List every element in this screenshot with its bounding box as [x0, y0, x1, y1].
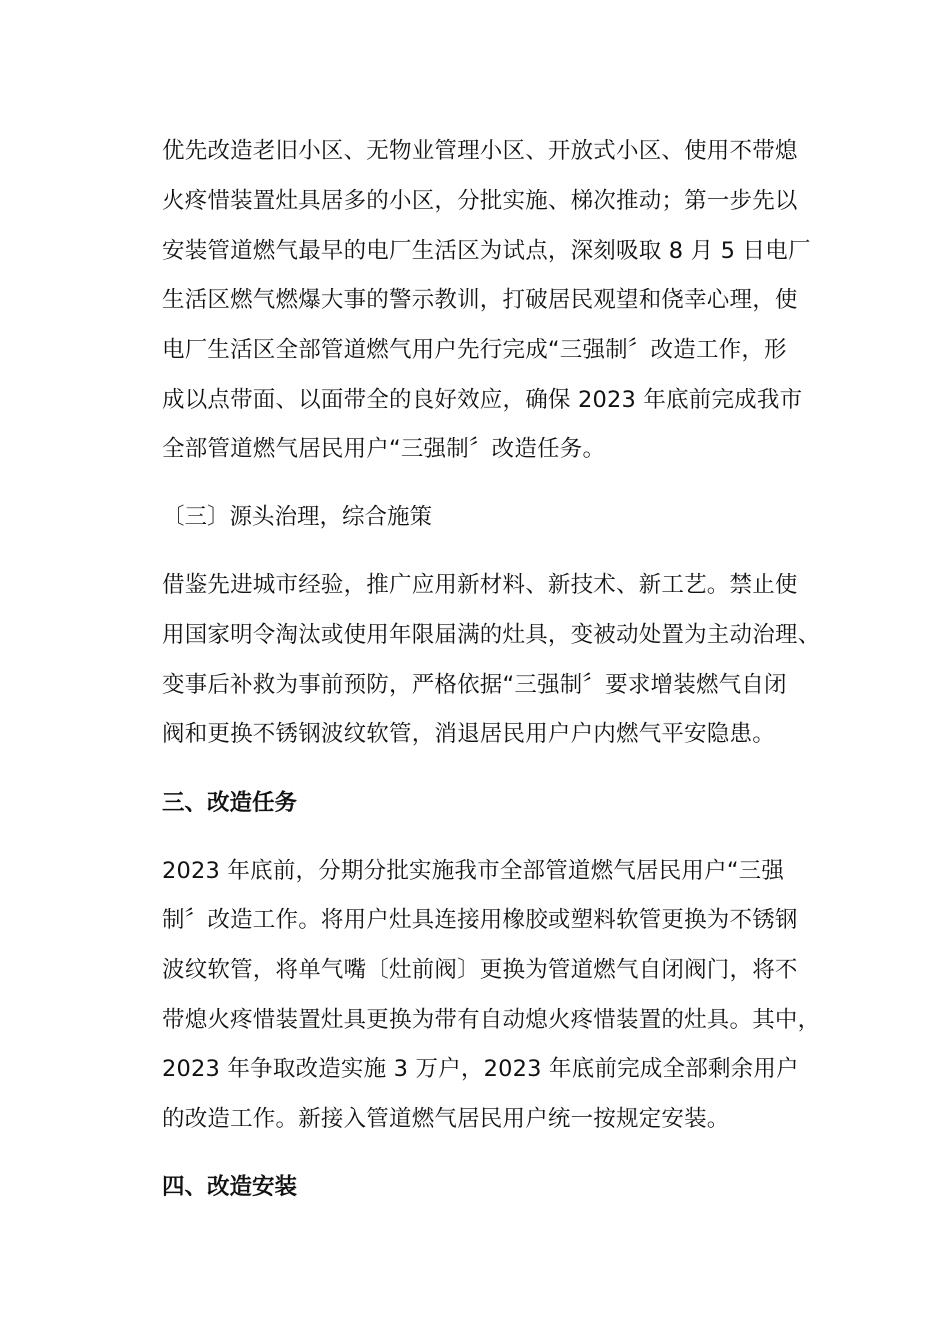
text-line: 火疼惜装置灶具居多的小区，分批实施、梯次推动；第一步先以: [162, 188, 798, 214]
text-line: 安装管道燃气最早的电厂生活区为试点，深刻吸取 8 月 5 日电厂: [162, 238, 811, 264]
text-line: 的改造工作。新接入管道燃气居民用户统一按规定安装。: [162, 1106, 730, 1132]
text-line: 用国家明令淘汰或使用年限届满的灶具，变被动处置为主动治理、: [162, 622, 821, 648]
text-line: 波纹软管，将单气嘴〔灶前阀〕更换为管道燃气自闭阀门，将不: [162, 957, 798, 983]
text-line: 阀和更换不锈钢波纹软管，消退居民用户户内燃气平安隐患。: [162, 721, 775, 747]
text-line: 生活区燃气燃爆大事的警示教训，打破居民观望和侥幸心理，使: [162, 287, 798, 313]
text-line: 成以点带面、以面带全的良好效应，确保 2023 年底前完成我市: [162, 387, 803, 413]
text-line: 2023 年底前，分期分批实施我市全部管道燃气居民用户“三强: [162, 858, 785, 884]
text-line: 优先改造老旧小区、无物业管理小区、开放式小区、使用不带熄: [162, 138, 798, 164]
section-title-renovation-tasks: 三、改造任务: [162, 790, 298, 816]
text-line: 带熄火疼惜装置灶具更换为带有自动熄火疼惜装置的灶具。其中，: [162, 1007, 821, 1033]
section-title-renovation-installation: 四、改造安装: [162, 1174, 298, 1200]
text-line: 2023 年争取改造实施 3 万户，2023 年底前完成全部剩余用户: [162, 1056, 799, 1082]
text-line: 变事后补救为事前预防，严格依据“三强制〞要求增装燃气自闭: [162, 672, 787, 698]
text-line: 电厂生活区全部管道燃气用户先行完成“三强制〞改造工作，形: [162, 337, 787, 363]
text-line: 全部管道燃气居民用户“三强制〞改造任务。: [162, 436, 606, 462]
subsection-title-source-governance: 〔三〕源头治理，综合施策: [162, 504, 433, 530]
text-line: 制〞改造工作。将用户灶具连接用橡胶或塑料软管更换为不锈钢: [162, 907, 798, 933]
text-line: 借鉴先进城市经验，推广应用新材料、新技术、新工艺。禁止使: [162, 572, 798, 598]
